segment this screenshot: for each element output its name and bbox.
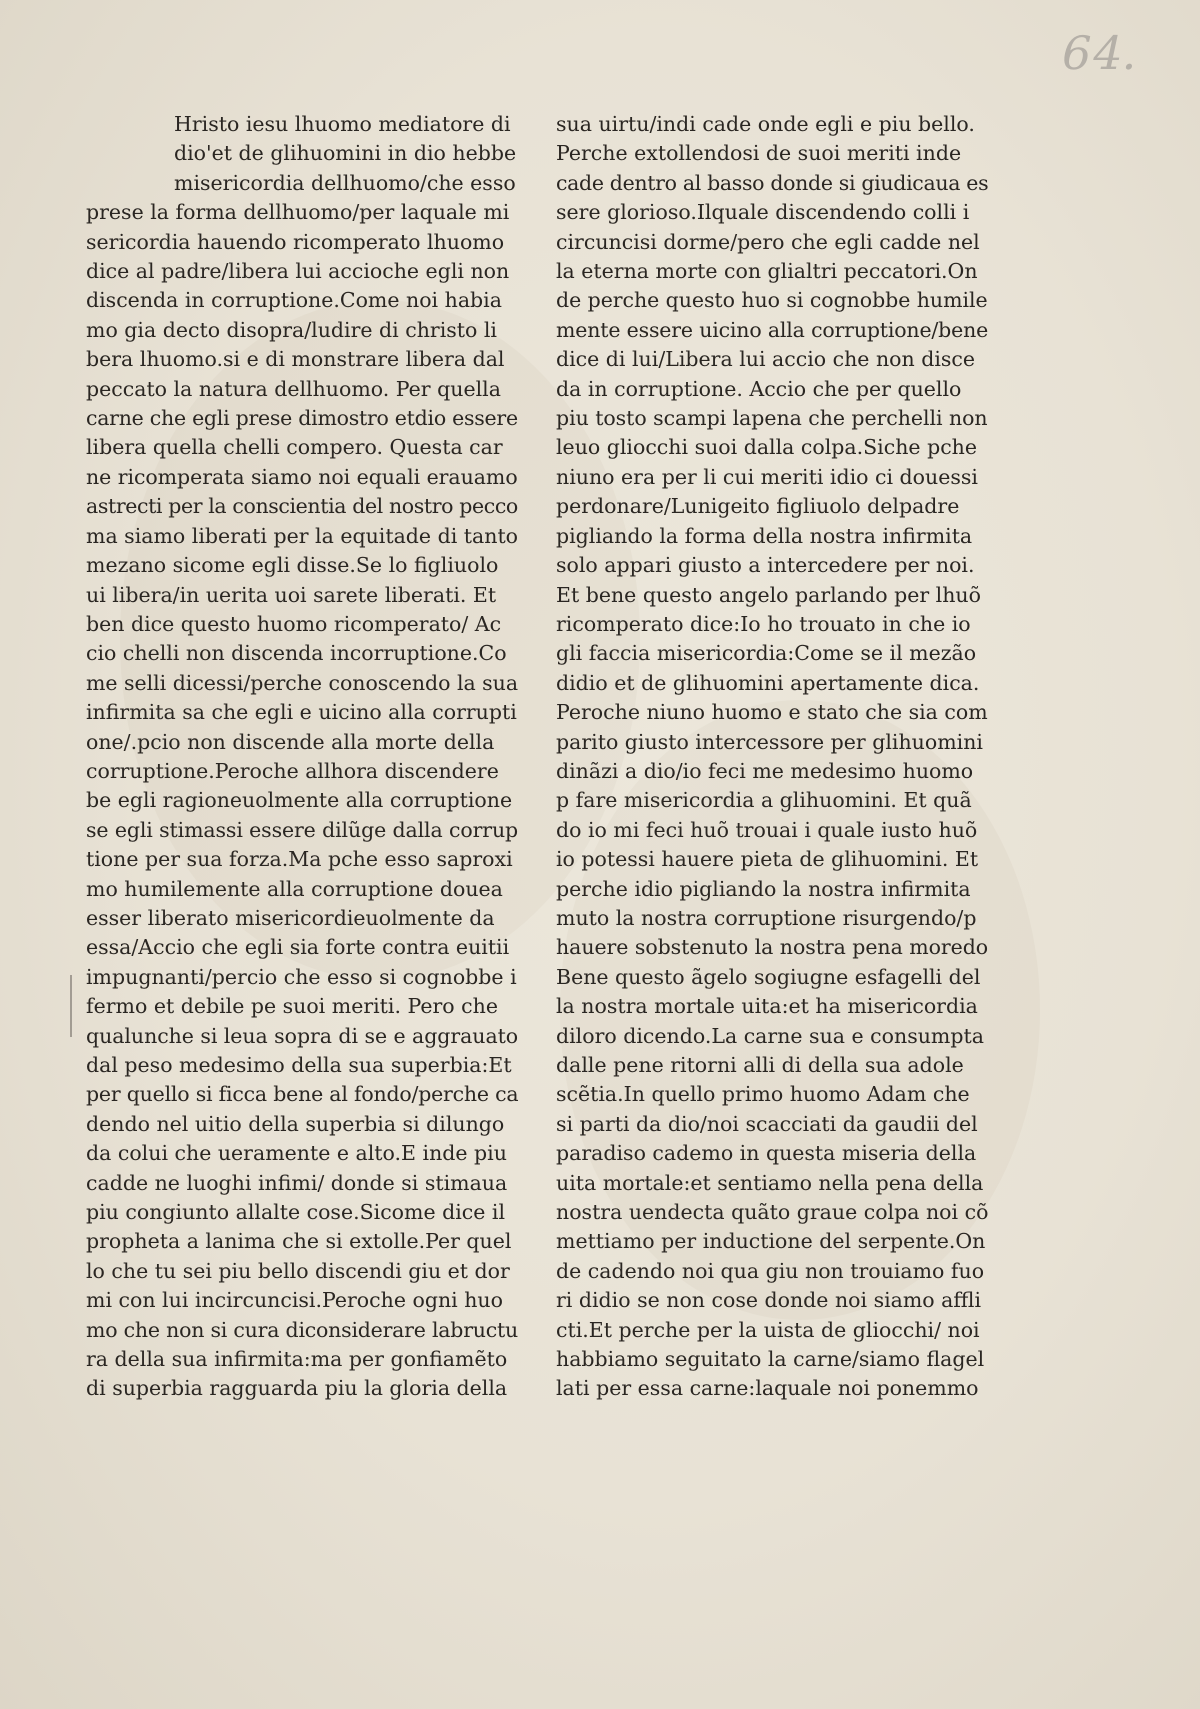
text-line: parito giusto intercessore per glihuomini bbox=[556, 729, 983, 754]
text-line: qualunche si leua sopra di se e aggrauato bbox=[86, 1023, 519, 1048]
text-line: per quello si ficca bene al fondo/perche ca bbox=[86, 1082, 519, 1107]
text-line: piu congiunto allalte cose.Sicome dice il bbox=[86, 1200, 506, 1225]
text-line: habbiamo seguitato la carne/siamo flagel bbox=[556, 1347, 985, 1372]
text-line: dalle pene ritorni alli di della sua adole bbox=[556, 1053, 964, 1077]
text-line: ui libera/in uerita uoi sarete liberati. Et bbox=[86, 582, 497, 607]
text-line: mo humilemente alla corruptione douea bbox=[86, 876, 503, 901]
text-line: niuno era per li cui meriti idio ci douessi bbox=[556, 464, 978, 489]
text-line: essa/Accio che egli sia forte contra euitii bbox=[86, 935, 510, 960]
text-line: tione per sua forza.Ma pche esso saproxi bbox=[86, 847, 513, 872]
text-line: mezano sicome egli disse.Se lo figliuolo bbox=[86, 553, 499, 578]
text-line: Bene questo ãgelo sogiugne esfagelli del bbox=[556, 964, 981, 989]
text-line: ra della sua infirmita:ma per gonfiamẽto bbox=[86, 1347, 508, 1372]
text-line: cade dentro al basso donde si giudicaua es bbox=[556, 170, 989, 195]
text-line: didio et de glihuomini apertamente dica. bbox=[556, 670, 980, 695]
text-line: mo che non si cura diconsiderare labructu bbox=[86, 1317, 519, 1342]
text-line: muto la nostra corruptione risurgendo/p bbox=[556, 905, 977, 930]
text-line: de cadendo noi qua giu non trouiamo fuo bbox=[556, 1258, 985, 1283]
folio-number: 64. bbox=[1056, 26, 1147, 80]
text-line: nostra uendecta quãto graue colpa noi cõ bbox=[556, 1200, 989, 1225]
text-line: sericordia hauendo ricomperato lhuomo bbox=[86, 229, 505, 254]
text-line: propheta a lanima che si extolle.Per quel bbox=[86, 1229, 512, 1254]
text-line: sere glorioso.Ilquale discendendo colli i bbox=[556, 200, 970, 225]
right-text-column bbox=[556, 110, 988, 1404]
text-line: prese la forma dellhuomo/per laquale mi bbox=[86, 200, 510, 225]
text-line: lati per essa carne:laquale noi ponemmo bbox=[556, 1376, 979, 1401]
text-line: fermo et debile pe suoi meriti. Pero che bbox=[86, 994, 498, 1019]
text-line: da colui che ueramente e alto.E inde piu bbox=[86, 1141, 507, 1166]
text-line: libera quella chelli compero. Questa car bbox=[86, 435, 503, 460]
text-line: scẽtia.In quello primo huomo Adam che bbox=[556, 1082, 970, 1107]
text-line: Perche extollendosi de suoi meriti inde bbox=[556, 141, 962, 166]
text-line: piu tosto scampi lapena che perchelli non bbox=[556, 406, 988, 431]
text-line: mettiamo per inductione del serpente.On bbox=[556, 1229, 986, 1254]
text-line: lo che tu sei piu bello discendi giu et dor bbox=[86, 1258, 510, 1283]
text-line: ri didio se non cose donde noi siamo affli bbox=[556, 1288, 982, 1313]
text-line: dice al padre/libera lui accioche egli non bbox=[86, 259, 510, 284]
text-line: si parti da dio/noi scacciati da gaudii del bbox=[556, 1111, 978, 1136]
text-line: ma siamo liberati per la equitade di tanto bbox=[86, 523, 519, 548]
text-line: misericordia dellhuomo/che esso bbox=[174, 170, 516, 195]
text-line: cadde ne luoghi infimi/ donde si stimaua bbox=[86, 1170, 508, 1195]
text-line: peccato la natura dellhuomo. Per quella bbox=[86, 376, 501, 401]
text-line: discenda in corruptione.Come noi habia bbox=[86, 288, 502, 313]
text-line: ricomperato dice:Io ho trouato in che io bbox=[556, 611, 971, 636]
text-line: da in corruptione. Accio che per quello bbox=[556, 376, 962, 401]
text-line: ben dice questo huomo ricomperato/ Ac bbox=[86, 611, 502, 636]
text-line: sua uirtu/indi cade onde egli e piu bello. bbox=[556, 112, 975, 136]
text-line: di superbia ragguarda piu la gloria della bbox=[86, 1376, 508, 1401]
text-line: se egli stimassi essere dilũge dalla corrup bbox=[86, 817, 519, 842]
text-line: gli faccia misericordia:Come se il mezão bbox=[556, 641, 977, 666]
text-line: Peroche niuno huomo e stato che sia com bbox=[556, 700, 988, 725]
text-line: mi con lui incircuncisi.Peroche ogni huo bbox=[86, 1288, 503, 1313]
text-line: me selli dicessi/perche conoscendo la sua bbox=[86, 670, 519, 695]
text-line: dio'et de glihuomini in dio hebbe bbox=[174, 141, 517, 166]
text-line: la eterna morte con glialtri peccatori.On bbox=[556, 259, 978, 284]
text-line: corruptione.Peroche allhora discendere bbox=[86, 758, 499, 783]
text-line: uita mortale:et sentiamo nella pena della bbox=[556, 1170, 984, 1195]
text-line: leuo gliocchi suoi dalla colpa.Siche pche bbox=[556, 435, 978, 460]
text-line: dal peso medesimo della sua superbia:Et bbox=[86, 1053, 512, 1077]
text-line: hauere sobstenuto la nostra pena moredo bbox=[556, 935, 989, 960]
text-line: perdonare/Lunigeito figliuolo delpadre bbox=[556, 494, 960, 519]
text-line: mo gia decto disopra/ludire di christo li bbox=[86, 317, 497, 342]
text-line: la nostra mortale uita:et ha misericordia bbox=[556, 994, 978, 1019]
text-line: esser liberato misericordieuolmente da bbox=[86, 905, 495, 930]
text-line: de perche questo huo si cognobbe humile bbox=[556, 288, 988, 313]
text-line: infirmita sa che egli e uicino alla corrupti bbox=[86, 700, 517, 725]
text-line: one/.pcio non discende alla morte della bbox=[86, 729, 495, 754]
text-line: impugnanti/percio che esso si cognobbe i bbox=[86, 964, 517, 989]
text-line: p fare misericordia a glihuomini. Et quã bbox=[556, 788, 972, 813]
text-line: diloro dicendo.La carne sua e consumpta bbox=[556, 1023, 984, 1048]
text-line: dendo nel uitio della superbia si dilungo bbox=[86, 1111, 505, 1136]
text-line: ne ricomperata siamo noi equali erauamo bbox=[86, 464, 518, 489]
text-line: mente essere uicino alla corruptione/bene bbox=[556, 317, 989, 342]
text-line: dice di lui/Libera lui accio che non disce bbox=[556, 347, 976, 372]
text-line: io potessi hauere pieta de glihuomini. Et bbox=[556, 847, 979, 872]
text-line: solo appari giusto a intercedere per noi. bbox=[556, 553, 975, 578]
text-line: cti.Et perche per la uista de gliocchi/ noi bbox=[556, 1317, 980, 1342]
left-text-column bbox=[86, 110, 518, 1404]
text-line: circuncisi dorme/pero che egli cadde nel bbox=[556, 229, 980, 254]
text-line: dinãzi a dio/io feci me medesimo huomo bbox=[556, 758, 974, 783]
text-line: Hristo iesu lhuomo mediatore di bbox=[174, 112, 511, 136]
text-line: Et bene questo angelo parlando per lhuõ bbox=[556, 582, 981, 607]
text-line: do io mi feci huõ trouai i quale iusto huõ bbox=[556, 817, 978, 842]
text-line: perche idio pigliando la nostra infirmita bbox=[556, 876, 971, 901]
text-line: paradiso cademo in questa miseria della bbox=[556, 1141, 977, 1166]
text-line: pigliando la forma della nostra infirmita bbox=[556, 523, 973, 548]
text-line: astrecti per la conscientia del nostro pecco bbox=[86, 494, 518, 519]
text-line: carne che egli prese dimostro etdio essere bbox=[86, 406, 518, 431]
text-line: cio chelli non discenda incorruptione.Co bbox=[86, 641, 507, 666]
text-line: bera lhuomo.si e di monstrare libera dal bbox=[86, 347, 505, 372]
margin-mark bbox=[70, 975, 72, 1037]
text-line: be egli ragioneuolmente alla corruptione bbox=[86, 788, 513, 813]
